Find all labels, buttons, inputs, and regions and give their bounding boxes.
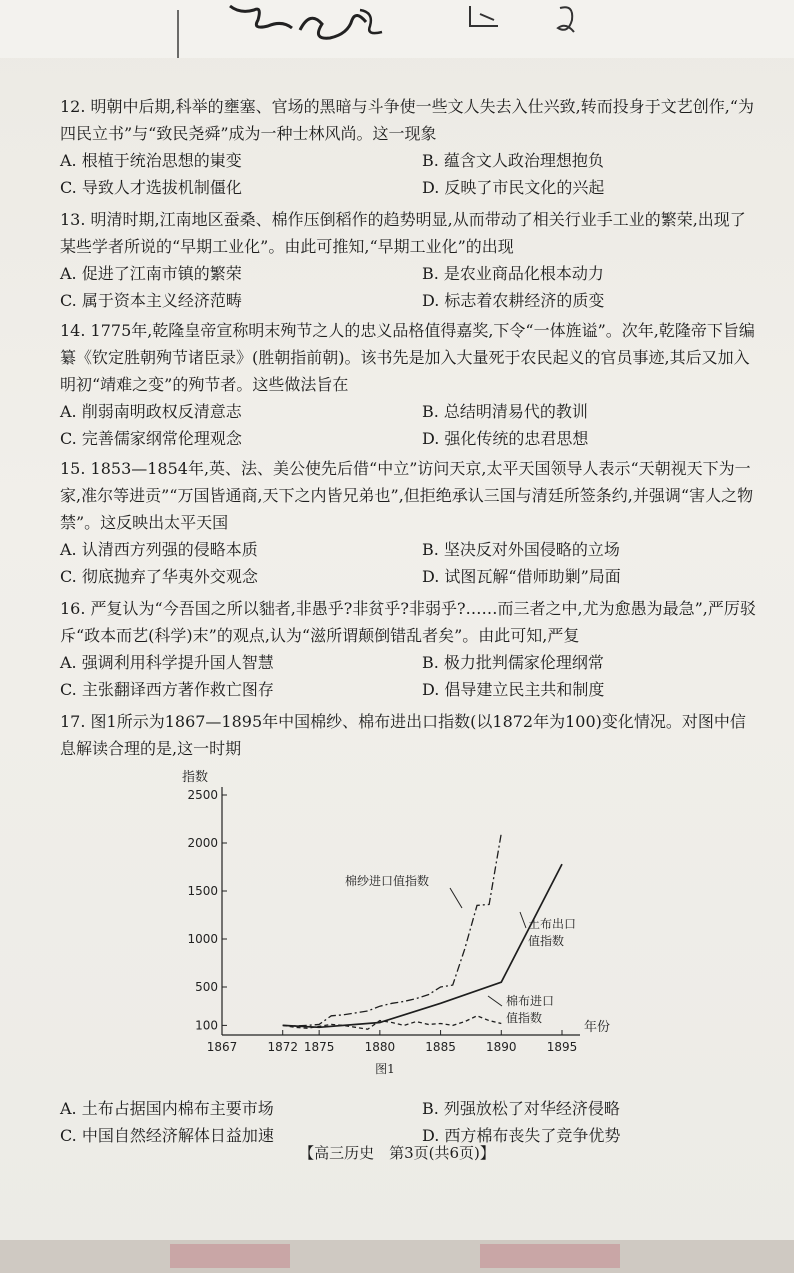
option-a[interactable]: A. 根植于统治思想的崬变 (60, 151, 242, 170)
option-b[interactable]: B. 列强放松了对华经济侵略 (422, 1099, 620, 1118)
page-footer: 【高三历史 第3页(共6页)】 (299, 1144, 495, 1162)
option-b[interactable]: B. 蕴含文人政治理想抱负 (422, 151, 604, 170)
series-label: 土布出口值指数 (528, 917, 577, 948)
question-stem: 14. 1775年,乾隆皇帝宣称明末殉节之人的忠义品格值得嘉奖,下令“一体旌谥”。次年,乾隆帝下旨编纂《钦定胜朝殉节诸臣录》(胜朝指前朝)。该书先是加入大量死于农民起义的官员事迹,其后又加入明初“靖难之变”的殉节者。这些做法旨在 (60, 321, 755, 394)
option-b[interactable]: B. 总结明清易代的教训 (422, 402, 588, 421)
option-list (60, 1095, 760, 1149)
question-12 (60, 93, 760, 201)
option-a[interactable]: A. 削弱南明政权反清意志 (60, 402, 242, 421)
x-tick-label: 1867 (206, 1040, 238, 1054)
option-list (60, 398, 760, 452)
option-a[interactable]: A. 促进了江南市镇的繁荣 (60, 264, 242, 283)
option-b[interactable]: B. 是农业商品化根本动力 (422, 264, 604, 283)
option-a[interactable]: A. 土布占据国内棉布主要市场 (60, 1099, 274, 1118)
question-stem: 17. 图1所示为1867—1895年中国棉纱、棉布进出口指数(以1872年为100)变化情况。对图中信息解读合理的是,这一时期 (60, 712, 746, 758)
x-tick-label: 1875 (303, 1040, 335, 1054)
option-c[interactable]: C. 完善儒家纲常伦理观念 (60, 429, 242, 448)
option-c[interactable]: C. 主张翻译西方著作救亡图存 (60, 680, 274, 699)
option-c[interactable]: C. 彻底抛弃了华夷外交观念 (60, 567, 258, 586)
option-c[interactable]: C. 导致人才选拔机制僵化 (60, 178, 242, 197)
series-label-leader (488, 996, 502, 1006)
question-14 (60, 317, 760, 452)
series-label-leader (520, 912, 526, 928)
x-tick-label: 1890 (486, 1040, 517, 1054)
option-a[interactable]: A. 认清西方列强的侵略本质 (60, 540, 258, 559)
x-axis-label: 年份 (584, 1020, 611, 1035)
x-tick-label: 1885 (425, 1040, 456, 1054)
question-stem: 12. 明朝中后期,科举的壅塞、官场的黑暗与斗争使一些文人失去入仕兴致,转而投身于文艺创作,“为四民立书”与“致民尧舜”成为一种士林风尚。这一现象 (60, 97, 754, 143)
question-17 (60, 708, 760, 762)
option-d[interactable]: D. 倡导建立民主共和制度 (422, 680, 605, 699)
x-tick-label: 1895 (546, 1040, 578, 1054)
paper-tab (480, 1244, 620, 1268)
question-15 (60, 455, 760, 590)
x-tick-label: 1872 (267, 1040, 298, 1054)
series-label: 棉纱进口值指数 (345, 874, 430, 888)
y-tick-label: 100 (195, 1018, 218, 1033)
question-stem: 13. 明清时期,江南地区蚕桑、棉作压倒稻作的趋势明显,从而带动了相关行业手工业的繁荣,出现了某些学者所说的“早期工业化”。由此可推知,“早期工业化”的出现 (60, 210, 746, 256)
question-16 (60, 595, 760, 703)
page-bottom-edge (0, 1240, 794, 1273)
figure-caption: 图1 (375, 1062, 395, 1076)
option-b[interactable]: B. 极力批判儒家伦理纲常 (422, 653, 604, 672)
option-d[interactable]: D. 反映了市民文化的兴起 (422, 178, 605, 197)
y-tick-label: 500 (195, 980, 218, 994)
option-d[interactable]: D. 试图瓦解“借师助剿”局面 (422, 567, 621, 586)
y-axis-label: 指数 (182, 770, 209, 785)
y-tick-label: 1000 (187, 932, 218, 946)
option-c[interactable]: C. 中国自然经济解体日益加速 (60, 1126, 274, 1145)
option-list (60, 147, 760, 201)
figure-1-chart (150, 760, 620, 1090)
y-tick-label: 1500 (187, 884, 218, 898)
series-label: 棉布进口值指数 (506, 994, 555, 1025)
question-13 (60, 206, 760, 314)
paper-tab (170, 1244, 290, 1268)
question-stem: 15. 1853—1854年,英、法、美公使先后借“中立”访问天京,太平天国领导人表示“天朝视天下为一家,准尔等进贡”“万国皆通商,天下之内皆兄弟也”,但拒绝承认三国与清廷所签条约,并强调“害人之物禁”。这反映出太平天国 (60, 459, 754, 532)
option-c[interactable]: C. 属于资本主义经济范畴 (60, 291, 242, 310)
option-b[interactable]: B. 坚决反对外国侵略的立场 (422, 540, 620, 559)
option-list (60, 260, 760, 314)
chart-svg (150, 760, 620, 1090)
x-tick-label: 1880 (364, 1040, 396, 1054)
option-d[interactable]: D. 标志着农耕经济的质变 (422, 291, 605, 310)
series-line-1 (283, 833, 502, 1025)
series-label-leader (450, 888, 462, 908)
question-17-options (60, 1095, 760, 1149)
question-stem: 16. 严复认为“今吾国之所以貀者,非愚乎?非贫乎?非弱乎?……而三者之中,尤为愈愚为最急”,严厉驳斥“政本而艺(科学)末”的观点,认为“滋所谓颠倒错乱者矣”。由此可知,严复 (60, 599, 756, 645)
y-tick-label: 2500 (187, 788, 218, 802)
option-d[interactable]: D. 西方棉布丧失了竞争优势 (422, 1126, 621, 1145)
option-list (60, 649, 760, 703)
option-d[interactable]: D. 强化传统的忠君思想 (422, 429, 589, 448)
option-list (60, 536, 760, 590)
handwriting-scribble-icon (0, 0, 794, 60)
option-a[interactable]: A. 强调利用科学提升国人智慧 (60, 653, 274, 672)
y-tick-label: 2000 (187, 836, 218, 850)
